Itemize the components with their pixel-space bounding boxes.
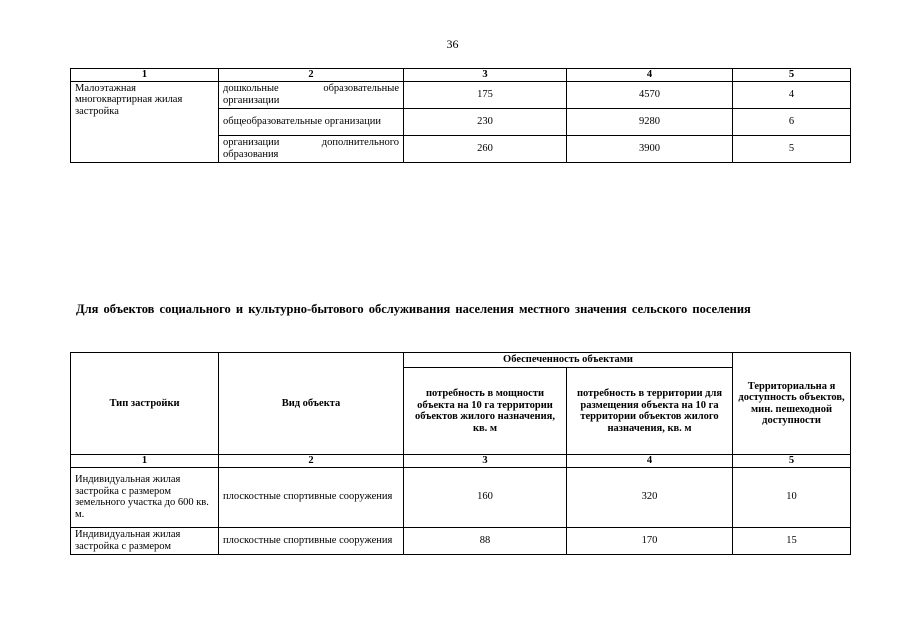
object-type-cell: плоскостные спортивные сооружения xyxy=(219,467,404,527)
table-row xyxy=(71,81,851,108)
column-numbers-row xyxy=(71,455,851,468)
table-header-row xyxy=(71,69,851,82)
column-number: 3 xyxy=(404,69,567,82)
column-number: 4 xyxy=(567,69,733,82)
table-row xyxy=(71,527,851,554)
capacity-cell: 260 xyxy=(404,135,567,162)
capacity-cell: 175 xyxy=(404,81,567,108)
column-number: 2 xyxy=(219,69,404,82)
object-type-cell: плоскостные спортивные сооружения xyxy=(219,527,404,554)
facilities-table xyxy=(70,352,851,555)
accessibility-cell: 15 xyxy=(733,527,851,554)
column-number: 4 xyxy=(567,455,733,468)
capacity-cell: 230 xyxy=(404,108,567,135)
page-number: 36 xyxy=(446,37,459,51)
table-header-row xyxy=(71,353,851,368)
column-number: 1 xyxy=(71,69,219,82)
accessibility-cell: 6 xyxy=(733,108,851,135)
accessibility-cell: 10 xyxy=(733,467,851,527)
column-number: 1 xyxy=(71,455,219,468)
development-type-cell: Индивидуальная жилая застройка с размером земельного участка до 600 кв. м. xyxy=(71,467,219,527)
object-type-cell: дошкольные образовательные организации xyxy=(219,81,404,108)
column-header-object: Вид объекта xyxy=(219,353,404,455)
territory-cell: 320 xyxy=(567,467,733,527)
accessibility-cell: 5 xyxy=(733,135,851,162)
table-row xyxy=(71,467,851,527)
column-header-territory: потребность в территории для размещения объекта на 10 га территории объектов жилого назначения, кв. м xyxy=(567,368,733,455)
development-type-cell: Малоэтажная многоквартирная жилая застройка xyxy=(71,81,219,162)
development-type-cell: Индивидуальная жилая застройка с размером xyxy=(71,527,219,554)
column-header-accessibility: Территориальна я доступность объектов, мин. пешеходной доступности xyxy=(733,353,851,455)
territory-cell: 3900 xyxy=(567,135,733,162)
capacity-cell: 160 xyxy=(404,467,567,527)
object-type-cell: организации дополнительного образования xyxy=(219,135,404,162)
column-group-header: Обеспеченность объектами xyxy=(404,353,733,368)
table-continuation xyxy=(70,68,851,163)
territory-cell: 170 xyxy=(567,527,733,554)
column-number: 5 xyxy=(733,455,851,468)
column-header-capacity: потребность в мощности объекта на 10 га территории объектов жилого назначения, кв. м xyxy=(404,368,567,455)
column-number: 5 xyxy=(733,69,851,82)
column-header-type: Тип застройки xyxy=(71,353,219,455)
territory-cell: 4570 xyxy=(567,81,733,108)
section-heading: Для объектов социального и культурно-бытового обслуживания населения местного значения сельского поселения xyxy=(76,302,751,316)
column-number: 2 xyxy=(219,455,404,468)
territory-cell: 9280 xyxy=(567,108,733,135)
object-type-cell: общеобразовательные организации xyxy=(219,108,404,135)
column-number: 3 xyxy=(404,455,567,468)
capacity-cell: 88 xyxy=(404,527,567,554)
accessibility-cell: 4 xyxy=(733,81,851,108)
